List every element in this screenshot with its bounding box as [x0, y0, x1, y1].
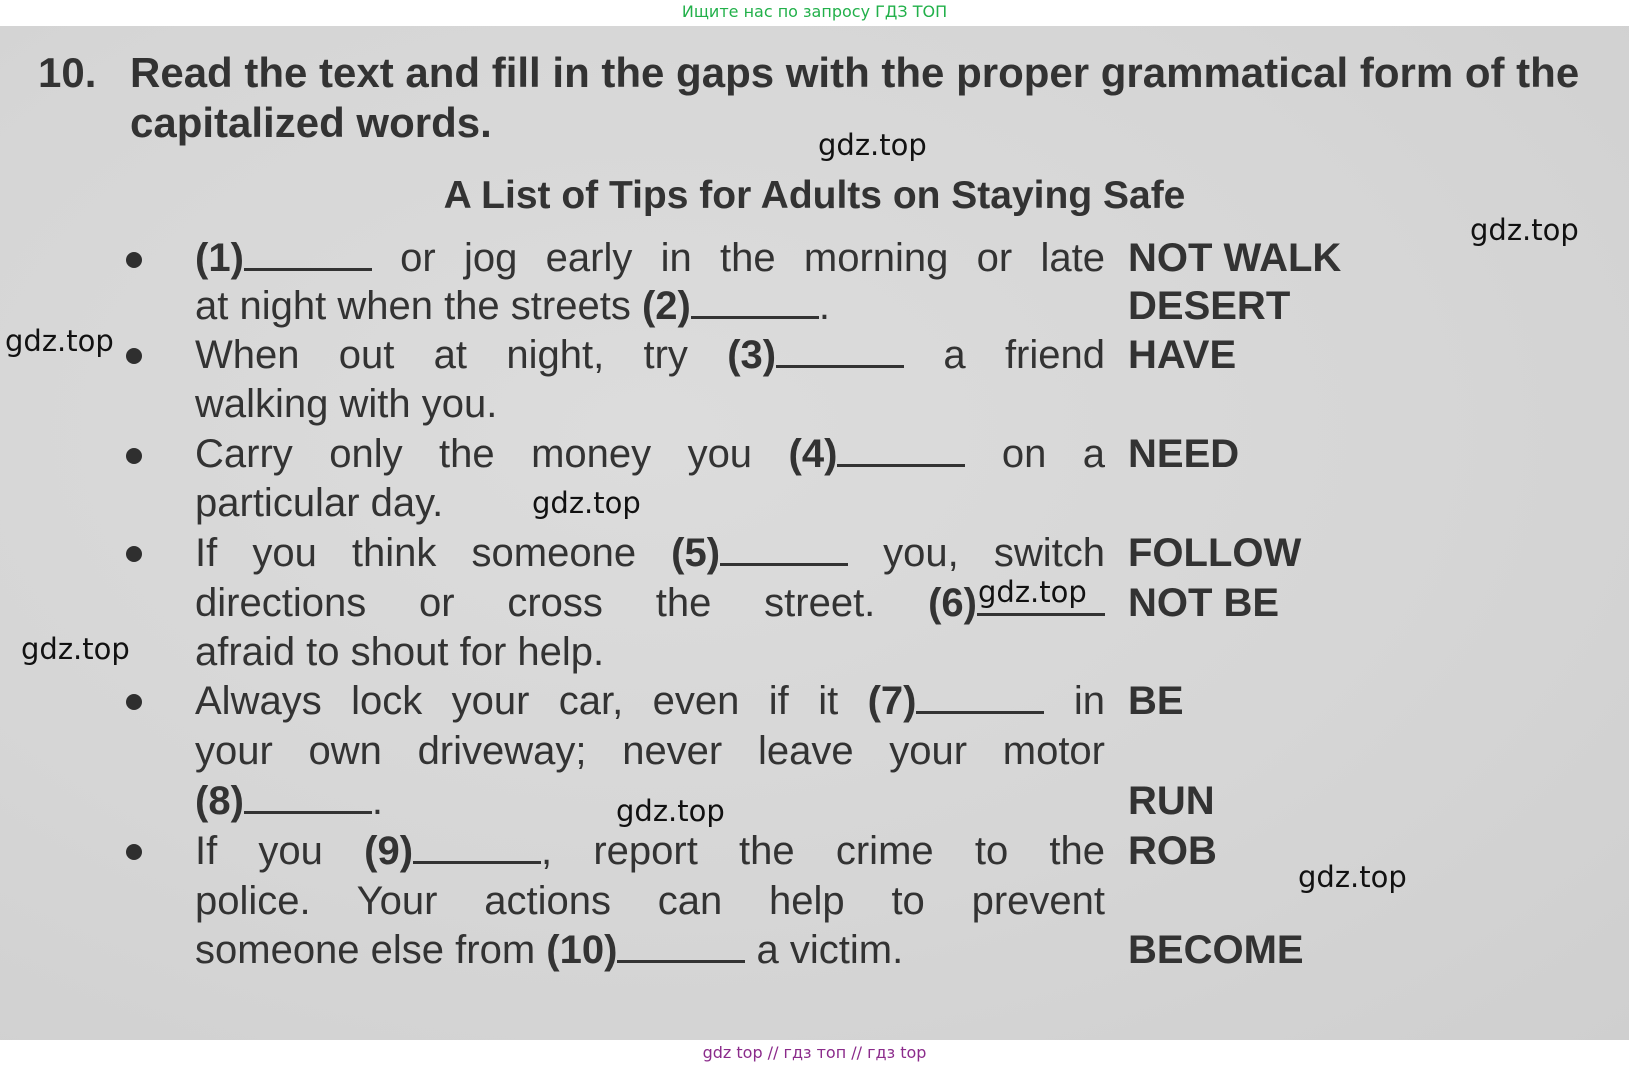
- gap-number: (8): [195, 779, 244, 823]
- text-title: A List of Tips for Adults on Staying Safe: [443, 174, 1186, 217]
- text-line: (8) .: [195, 779, 384, 823]
- capitalized-word: NEED: [1128, 432, 1240, 476]
- watermark: gdz.top: [5, 324, 114, 358]
- capitalized-word: BECOME: [1128, 928, 1304, 972]
- bottom-banner: gdz top // гдз топ // гдз top: [702, 1043, 927, 1062]
- capitalized-word: RUN: [1128, 779, 1215, 823]
- text-line: Always lock your car, even if it (7) in: [195, 679, 1105, 723]
- bullet-icon: [126, 546, 142, 562]
- text-line: When out at night, try (3) a friend: [195, 333, 1106, 377]
- top-banner: Ищите нас по запросу ГДЗ ТОП: [681, 2, 948, 21]
- text-line: at night when the streets (2) .: [195, 284, 830, 328]
- capitalized-word: DESERT: [1128, 284, 1291, 328]
- bullet-icon: [126, 844, 142, 860]
- text-line: police. Your actions can help to prevent: [195, 879, 1105, 923]
- text-line: If you (9) , report the crime to the: [195, 829, 1106, 873]
- text-line: particular day.: [195, 481, 444, 525]
- exercise-number: 10.: [38, 49, 97, 96]
- capitalized-word: BE: [1128, 679, 1184, 723]
- text-line: (1) or jog early in the morning or late: [195, 236, 1105, 280]
- watermark: gdz.top: [532, 486, 641, 520]
- answer-gap: [776, 333, 904, 368]
- bullet-icon: [126, 252, 142, 268]
- answer-gap: [244, 779, 372, 814]
- bullet-icon: [126, 348, 142, 364]
- gap-number: (5): [671, 531, 721, 575]
- text-line: someone else from (10) a victim.: [195, 928, 904, 972]
- watermark: gdz.top: [1298, 860, 1407, 894]
- watermark: gdz.top: [21, 632, 130, 666]
- watermark: gdz.top: [818, 128, 927, 162]
- text-line: afraid to shout for help.: [195, 630, 605, 674]
- gap-number: (3): [727, 333, 777, 377]
- gap-number: (1): [195, 236, 244, 280]
- watermark: gdz.top: [1470, 213, 1579, 247]
- text-line: walking with you.: [195, 382, 498, 426]
- capitalized-word: ROB: [1128, 829, 1217, 873]
- answer-gap: [837, 432, 965, 467]
- capitalized-word: NOT WALK: [1128, 236, 1342, 280]
- answer-gap: [617, 928, 745, 963]
- text-line: If you think someone (5) you, switch: [195, 531, 1106, 575]
- capitalized-word: NOT BE: [1128, 581, 1280, 625]
- gap-number: (4): [788, 432, 838, 476]
- capitalized-word: FOLLOW: [1128, 531, 1302, 575]
- exercise-instruction: Read the text and fill in the gaps with the proper grammatical form of the capitalized words.: [130, 49, 1580, 146]
- answer-gap: [413, 829, 541, 864]
- bullet-icon: [126, 694, 142, 710]
- answer-gap: [720, 531, 848, 566]
- bullet-icon: [126, 448, 142, 464]
- gap-number: (2): [641, 284, 691, 328]
- text-line: Carry only the money you (4) on a: [195, 432, 1106, 476]
- answer-gap: [691, 284, 819, 319]
- capitalized-word: HAVE: [1128, 333, 1237, 377]
- text-line: directions or cross the street. (6): [195, 578, 1105, 628]
- answer-gap: [916, 679, 1044, 714]
- watermark: gdz.top: [616, 794, 725, 828]
- scanned-page: [0, 26, 1629, 1040]
- watermark: gdz.top: [978, 575, 1087, 609]
- text-line: your own driveway; never leave your motor: [195, 729, 1105, 773]
- gap-number: (9): [364, 829, 414, 873]
- answer-gap: [244, 236, 372, 271]
- gap-number: (10): [546, 928, 618, 972]
- gap-number: (6): [928, 581, 977, 625]
- gap-number: (7): [867, 679, 917, 723]
